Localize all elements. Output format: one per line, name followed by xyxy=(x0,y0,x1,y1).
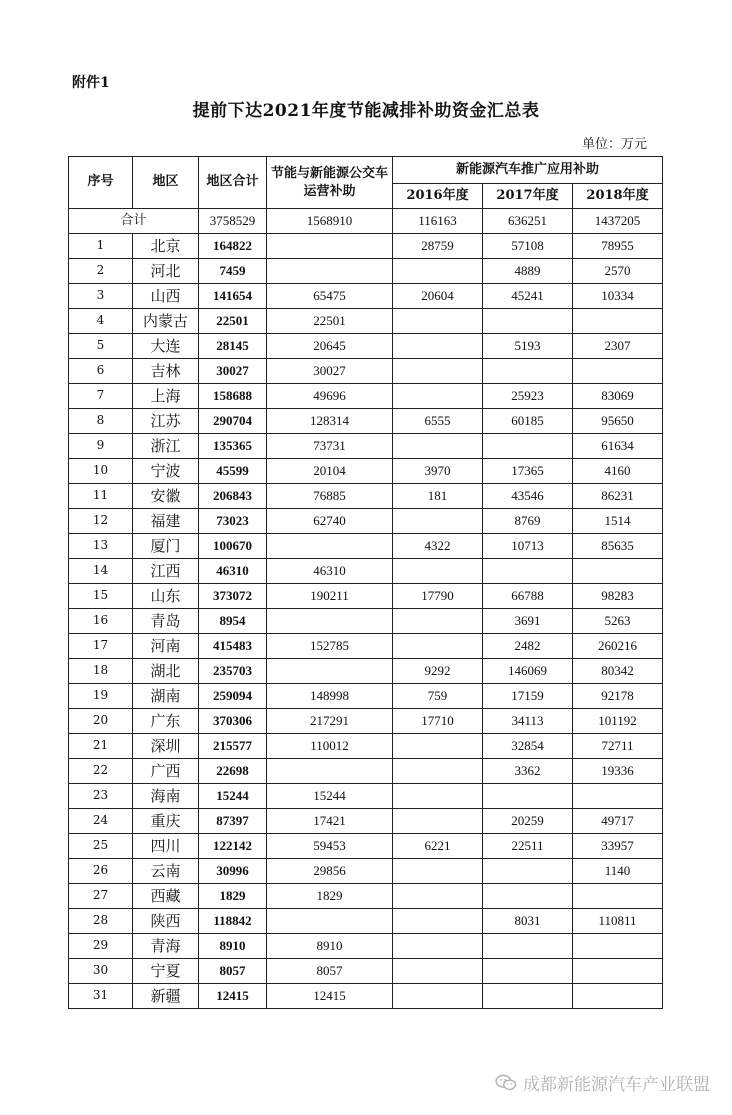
row-seq: 9 xyxy=(69,434,133,459)
subsidy-table xyxy=(68,156,663,1009)
row-2016: 6555 xyxy=(393,409,483,434)
table-row xyxy=(69,834,663,859)
row-seq: 11 xyxy=(69,484,133,509)
row-2018 xyxy=(573,884,663,909)
row-region: 海南 xyxy=(133,784,199,809)
row-2017: 34113 xyxy=(483,709,573,734)
table-row xyxy=(69,784,663,809)
watermark xyxy=(495,1070,710,1095)
row-region: 宁波 xyxy=(133,459,199,484)
row-region-total: 100670 xyxy=(199,534,267,559)
row-bus: 29856 xyxy=(267,859,393,884)
table-row xyxy=(69,984,663,1009)
row-seq: 14 xyxy=(69,559,133,584)
row-region-total: 158688 xyxy=(199,384,267,409)
row-2018: 80342 xyxy=(573,659,663,684)
table-row xyxy=(69,434,663,459)
row-2016: 20604 xyxy=(393,284,483,309)
row-seq: 22 xyxy=(69,759,133,784)
row-region-total: 7459 xyxy=(199,259,267,284)
row-region: 河北 xyxy=(133,259,199,284)
row-region-total: 15244 xyxy=(199,784,267,809)
row-2017 xyxy=(483,984,573,1009)
row-2018: 260216 xyxy=(573,634,663,659)
row-region: 四川 xyxy=(133,834,199,859)
row-2018: 1514 xyxy=(573,509,663,534)
row-2018: 98283 xyxy=(573,584,663,609)
row-bus: 15244 xyxy=(267,784,393,809)
row-region-total: 122142 xyxy=(199,834,267,859)
total-label: 合计 xyxy=(69,209,199,234)
row-seq: 2 xyxy=(69,259,133,284)
row-bus: 62740 xyxy=(267,509,393,534)
row-region-total: 8954 xyxy=(199,609,267,634)
row-region: 湖南 xyxy=(133,684,199,709)
row-2017 xyxy=(483,434,573,459)
row-2016 xyxy=(393,434,483,459)
header-2017: 2017年度 xyxy=(483,184,573,209)
row-region-total: 118842 xyxy=(199,909,267,934)
table-row xyxy=(69,259,663,284)
row-2016: 759 xyxy=(393,684,483,709)
header-nev-subsidy: 新能源汽车推广应用补助 xyxy=(393,157,663,184)
table-row xyxy=(69,559,663,584)
row-2017: 146069 xyxy=(483,659,573,684)
table-row xyxy=(69,859,663,884)
row-2017 xyxy=(483,959,573,984)
row-seq: 30 xyxy=(69,959,133,984)
header-seq: 序号 xyxy=(69,157,133,209)
header-2018: 2018年度 xyxy=(573,184,663,209)
row-region-total: 235703 xyxy=(199,659,267,684)
row-region: 青海 xyxy=(133,934,199,959)
row-2017: 17365 xyxy=(483,459,573,484)
row-seq: 8 xyxy=(69,409,133,434)
table-row xyxy=(69,359,663,384)
table-row xyxy=(69,934,663,959)
row-2018: 33957 xyxy=(573,834,663,859)
row-2017: 3362 xyxy=(483,759,573,784)
row-bus: 8057 xyxy=(267,959,393,984)
row-region-total: 135365 xyxy=(199,434,267,459)
row-2016: 17790 xyxy=(393,584,483,609)
row-2017: 25923 xyxy=(483,384,573,409)
row-2018: 78955 xyxy=(573,234,663,259)
row-2018: 4160 xyxy=(573,459,663,484)
row-bus: 217291 xyxy=(267,709,393,734)
row-region: 福建 xyxy=(133,509,199,534)
row-2016: 6221 xyxy=(393,834,483,859)
row-2018: 86231 xyxy=(573,484,663,509)
row-region-total: 22501 xyxy=(199,309,267,334)
header-bus-subsidy: 节能与新能源公交车运营补助 xyxy=(267,157,393,209)
row-seq: 10 xyxy=(69,459,133,484)
row-region: 重庆 xyxy=(133,809,199,834)
row-seq: 6 xyxy=(69,359,133,384)
row-bus: 190211 xyxy=(267,584,393,609)
row-2018 xyxy=(573,934,663,959)
row-bus xyxy=(267,609,393,634)
row-2017 xyxy=(483,559,573,584)
row-region-total: 30996 xyxy=(199,859,267,884)
row-seq: 25 xyxy=(69,834,133,859)
row-bus: 128314 xyxy=(267,409,393,434)
row-region-total: 22698 xyxy=(199,759,267,784)
row-seq: 21 xyxy=(69,734,133,759)
table-row xyxy=(69,484,663,509)
row-bus: 8910 xyxy=(267,934,393,959)
row-region: 江西 xyxy=(133,559,199,584)
row-bus: 152785 xyxy=(267,634,393,659)
row-2017 xyxy=(483,309,573,334)
total-2017: 636251 xyxy=(483,209,573,234)
row-2016 xyxy=(393,909,483,934)
unit-label: 单位：万元 xyxy=(582,137,648,152)
table-row xyxy=(69,534,663,559)
table-row xyxy=(69,884,663,909)
table-row xyxy=(69,284,663,309)
row-seq: 3 xyxy=(69,284,133,309)
row-seq: 31 xyxy=(69,984,133,1009)
row-region-total: 87397 xyxy=(199,809,267,834)
row-region-total: 373072 xyxy=(199,584,267,609)
row-2016 xyxy=(393,859,483,884)
row-region: 宁夏 xyxy=(133,959,199,984)
row-region-total: 1829 xyxy=(199,884,267,909)
row-region: 内蒙古 xyxy=(133,309,199,334)
row-2018: 1140 xyxy=(573,859,663,884)
row-2018 xyxy=(573,559,663,584)
row-region-total: 45599 xyxy=(199,459,267,484)
row-region: 广西 xyxy=(133,759,199,784)
row-2018 xyxy=(573,359,663,384)
row-2018 xyxy=(573,309,663,334)
row-bus: 148998 xyxy=(267,684,393,709)
row-seq: 23 xyxy=(69,784,133,809)
row-2018: 92178 xyxy=(573,684,663,709)
row-2016: 3970 xyxy=(393,459,483,484)
row-seq: 20 xyxy=(69,709,133,734)
page-title: 提前下达2021年度节能减排补助资金汇总表 xyxy=(192,101,540,121)
row-bus: 1829 xyxy=(267,884,393,909)
table-row xyxy=(69,959,663,984)
row-region: 湖北 xyxy=(133,659,199,684)
row-seq: 7 xyxy=(69,384,133,409)
header-region: 地区 xyxy=(133,157,199,209)
row-bus xyxy=(267,659,393,684)
row-region: 青岛 xyxy=(133,609,199,634)
row-2018 xyxy=(573,959,663,984)
row-2016 xyxy=(393,809,483,834)
row-2016 xyxy=(393,759,483,784)
table-row xyxy=(69,459,663,484)
row-2016 xyxy=(393,959,483,984)
table-row xyxy=(69,509,663,534)
table-row xyxy=(69,384,663,409)
row-region: 云南 xyxy=(133,859,199,884)
row-2016: 9292 xyxy=(393,659,483,684)
row-region-total: 141654 xyxy=(199,284,267,309)
table-row xyxy=(69,709,663,734)
table-row xyxy=(69,609,663,634)
row-bus: 17421 xyxy=(267,809,393,834)
attachment-label: 附件1 xyxy=(72,75,110,91)
row-region: 陕西 xyxy=(133,909,199,934)
row-region: 新疆 xyxy=(133,984,199,1009)
row-region: 江苏 xyxy=(133,409,199,434)
row-region: 浙江 xyxy=(133,434,199,459)
row-region: 北京 xyxy=(133,234,199,259)
table-row xyxy=(69,634,663,659)
row-region: 山西 xyxy=(133,284,199,309)
row-2018: 19336 xyxy=(573,759,663,784)
row-seq: 26 xyxy=(69,859,133,884)
row-region-total: 28145 xyxy=(199,334,267,359)
row-2017 xyxy=(483,934,573,959)
row-2018: 85635 xyxy=(573,534,663,559)
row-bus xyxy=(267,909,393,934)
row-2018: 95650 xyxy=(573,409,663,434)
row-2017 xyxy=(483,884,573,909)
row-2016 xyxy=(393,384,483,409)
row-region-total: 164822 xyxy=(199,234,267,259)
row-2016 xyxy=(393,884,483,909)
row-2016 xyxy=(393,359,483,384)
row-region-total: 12415 xyxy=(199,984,267,1009)
row-region: 吉林 xyxy=(133,359,199,384)
row-2016: 17710 xyxy=(393,709,483,734)
row-region-total: 215577 xyxy=(199,734,267,759)
row-region: 大连 xyxy=(133,334,199,359)
row-2017: 43546 xyxy=(483,484,573,509)
row-bus: 76885 xyxy=(267,484,393,509)
row-2017: 8769 xyxy=(483,509,573,534)
row-region-total: 290704 xyxy=(199,409,267,434)
row-region: 广东 xyxy=(133,709,199,734)
row-region: 厦门 xyxy=(133,534,199,559)
row-2018: 83069 xyxy=(573,384,663,409)
total-2016: 116163 xyxy=(393,209,483,234)
row-bus: 46310 xyxy=(267,559,393,584)
row-2018 xyxy=(573,784,663,809)
row-seq: 5 xyxy=(69,334,133,359)
header-region-total: 地区合计 xyxy=(199,157,267,209)
row-2016 xyxy=(393,309,483,334)
row-2018: 2307 xyxy=(573,334,663,359)
row-seq: 27 xyxy=(69,884,133,909)
total-2018: 1437205 xyxy=(573,209,663,234)
row-2018: 61634 xyxy=(573,434,663,459)
table-row xyxy=(69,809,663,834)
row-seq: 19 xyxy=(69,684,133,709)
row-region: 河南 xyxy=(133,634,199,659)
row-2017: 45241 xyxy=(483,284,573,309)
row-bus: 20645 xyxy=(267,334,393,359)
row-2017: 57108 xyxy=(483,234,573,259)
row-bus xyxy=(267,534,393,559)
row-2017: 2482 xyxy=(483,634,573,659)
row-bus: 12415 xyxy=(267,984,393,1009)
row-2016: 4322 xyxy=(393,534,483,559)
wechat-icon xyxy=(495,1074,517,1092)
row-bus xyxy=(267,759,393,784)
row-region: 上海 xyxy=(133,384,199,409)
row-2016: 181 xyxy=(393,484,483,509)
table-row xyxy=(69,734,663,759)
table-row xyxy=(69,909,663,934)
row-region: 深圳 xyxy=(133,734,199,759)
row-2016 xyxy=(393,634,483,659)
row-bus: 30027 xyxy=(267,359,393,384)
row-2017: 60185 xyxy=(483,409,573,434)
row-region: 西藏 xyxy=(133,884,199,909)
table-row xyxy=(69,684,663,709)
row-2018: 110811 xyxy=(573,909,663,934)
watermark-text: 成都新能源汽车产业联盟 xyxy=(523,1075,710,1095)
row-2018: 10334 xyxy=(573,284,663,309)
row-2017: 5193 xyxy=(483,334,573,359)
row-2016 xyxy=(393,784,483,809)
table-row xyxy=(69,409,663,434)
row-region-total: 8910 xyxy=(199,934,267,959)
table-row xyxy=(69,309,663,334)
row-2017: 32854 xyxy=(483,734,573,759)
row-2016 xyxy=(393,259,483,284)
row-2017: 3691 xyxy=(483,609,573,634)
row-2017: 22511 xyxy=(483,834,573,859)
row-region-total: 370306 xyxy=(199,709,267,734)
row-2016 xyxy=(393,609,483,634)
row-2016 xyxy=(393,734,483,759)
row-bus xyxy=(267,234,393,259)
row-2017 xyxy=(483,784,573,809)
row-seq: 28 xyxy=(69,909,133,934)
row-seq: 4 xyxy=(69,309,133,334)
row-seq: 24 xyxy=(69,809,133,834)
row-2018: 2570 xyxy=(573,259,663,284)
row-2018: 72711 xyxy=(573,734,663,759)
row-seq: 29 xyxy=(69,934,133,959)
row-seq: 15 xyxy=(69,584,133,609)
row-2016 xyxy=(393,509,483,534)
row-region: 山东 xyxy=(133,584,199,609)
row-bus: 110012 xyxy=(267,734,393,759)
row-2017: 8031 xyxy=(483,909,573,934)
total-bus: 1568910 xyxy=(267,209,393,234)
row-2017: 20259 xyxy=(483,809,573,834)
row-2018: 49717 xyxy=(573,809,663,834)
row-bus: 59453 xyxy=(267,834,393,859)
table-row xyxy=(69,334,663,359)
row-bus: 65475 xyxy=(267,284,393,309)
row-2018: 5263 xyxy=(573,609,663,634)
row-2017: 10713 xyxy=(483,534,573,559)
row-region-total: 8057 xyxy=(199,959,267,984)
row-seq: 16 xyxy=(69,609,133,634)
row-2017 xyxy=(483,859,573,884)
row-seq: 1 xyxy=(69,234,133,259)
row-seq: 12 xyxy=(69,509,133,534)
row-region-total: 206843 xyxy=(199,484,267,509)
row-bus: 73731 xyxy=(267,434,393,459)
row-bus: 22501 xyxy=(267,309,393,334)
header-2016: 2016年度 xyxy=(393,184,483,209)
row-2017: 17159 xyxy=(483,684,573,709)
row-region: 安徽 xyxy=(133,484,199,509)
row-seq: 18 xyxy=(69,659,133,684)
row-2016 xyxy=(393,984,483,1009)
row-region-total: 46310 xyxy=(199,559,267,584)
row-region-total: 415483 xyxy=(199,634,267,659)
row-seq: 13 xyxy=(69,534,133,559)
row-bus: 49696 xyxy=(267,384,393,409)
row-region-total: 30027 xyxy=(199,359,267,384)
row-seq: 17 xyxy=(69,634,133,659)
row-bus: 20104 xyxy=(267,459,393,484)
row-2016 xyxy=(393,559,483,584)
row-2018 xyxy=(573,984,663,1009)
total-row xyxy=(69,209,663,234)
row-region-total: 73023 xyxy=(199,509,267,534)
table-row xyxy=(69,759,663,784)
row-2017: 4889 xyxy=(483,259,573,284)
table-row xyxy=(69,234,663,259)
table-row xyxy=(69,659,663,684)
row-2016: 28759 xyxy=(393,234,483,259)
row-2017 xyxy=(483,359,573,384)
table-row xyxy=(69,584,663,609)
row-2017: 66788 xyxy=(483,584,573,609)
row-region-total: 259094 xyxy=(199,684,267,709)
row-2016 xyxy=(393,934,483,959)
total-region-total: 3758529 xyxy=(199,209,267,234)
row-2016 xyxy=(393,334,483,359)
row-2018: 101192 xyxy=(573,709,663,734)
row-bus xyxy=(267,259,393,284)
